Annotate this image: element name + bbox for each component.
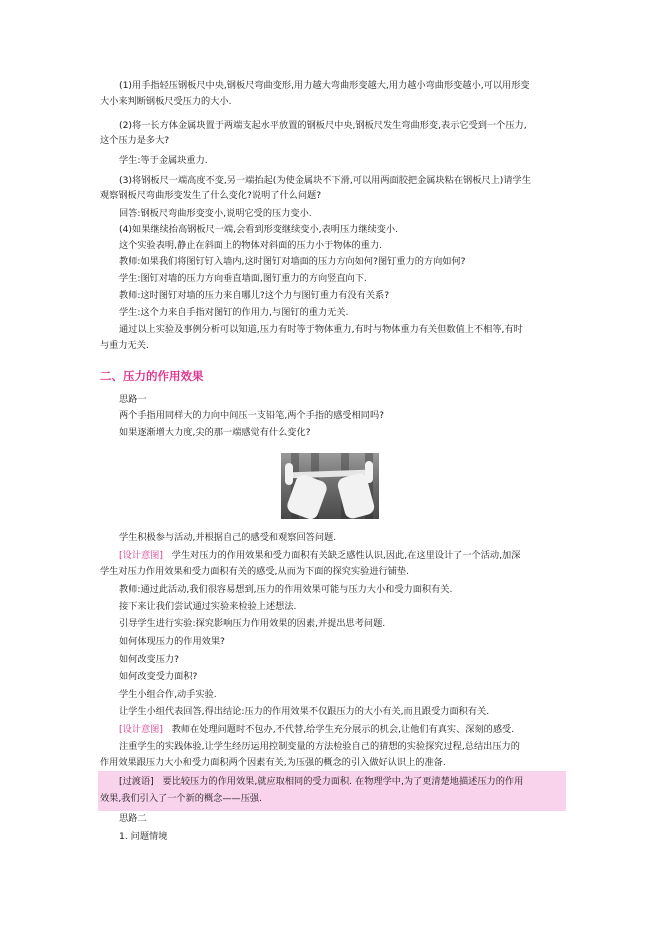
design-note-1-line-1 [119,550,565,562]
answer-line: 回答:钢板尺弯曲形变变小,说明它受的压力变小. [119,208,312,219]
paragraph-4-line-1: (3)将钢板尺一端高度不变,另一端抬起(为使金属块不下滑,可以用两面胶把金属块粘在钢板尺上)请学生 [119,175,531,186]
question-1: 两个手指用同样大的力向中间压一支铅笔,两个手指的感受相同吗? [119,410,385,421]
guide-line: 引导学生进行实验:探究影响压力作用效果的因素,并提出思考问题. [119,618,386,629]
transition-text: 要比较压力的作用效果,就应取相同的受力面积. 在物理学中,为了更清楚地描述压力的作用 [162,776,524,787]
transition-tag: [过渡语] [119,776,154,787]
question-area: 如何改变受力面积? [119,671,198,682]
pencil-experiment-photo [281,453,379,519]
paragraph-11: 学生:这个力来自手指对图钉的作用力,与图钉的重力无关. [119,307,349,318]
paragraph-8: 教师:如果我们将图钉钉入墙内,这时图钉对墙面的压力方向如何?图钉重力的方向如何? [119,256,466,267]
paragraph-1-line-2: 大小来判断钢板尺受压力的大小. [100,96,232,107]
conclusion-line: 让学生小组代表回答,得出结论:压力的作用效果不仅跟压力的大小有关,而且跟受力面积有关. [119,706,490,717]
design-note-2 [119,724,565,736]
design-note-1-text: 学生对压力的作用效果和受力面积有关缺乏感性认识,因此,在这里设计了一个活动,加深 [171,550,521,561]
question-2: 如果逐渐增大力度,尖的那一端感觉有什么变化? [119,427,311,438]
paragraph-12-line-2: 与重力无关. [100,340,149,351]
student-activity-line: 学生积极参与活动,并根据自己的感受和观察回答问题. [119,532,337,543]
paragraph-4-line-2: 观察钢板尺弯曲形变发生了什么变化?说明了什么问题? [100,190,322,201]
paragraph-1-line-1: (1)用手指轻压钢板尺中央,钢板尺弯曲变形,用力越大弯曲形变越大,用力越小弯曲形变越小,可以用形变 [119,80,530,91]
note-line-2: 作用效果跟压力大小和受力面积两个因素有关,为压强的概念的引入做好认识上的准备. [100,757,446,768]
paragraph-2-line-2: 这个压力是多大? [100,135,170,146]
paragraph-10: 教师:这时图钉对墙的压力来自哪儿?这个力与图钉重力有没有关系? [119,290,390,301]
question-effect: 如何体现压力的作用效果? [119,636,225,647]
question-pressure: 如何改变压力? [119,654,180,665]
transition-line-2: 效果,我们引入了一个新的概念——压强. [100,793,263,804]
note-line-1: 注重学生的实践体验,让学生经历运用控制变量的方法检验自己的猜想的实验探究过程,总结出压力的 [119,741,520,752]
paragraph-2-line-1: (2)将一长方体金属块置于两端支起水平放置的钢板尺中央,钢板尺发生弯曲形变,表示它受到一个压力, [119,120,527,131]
paragraph-7: 这个实验表明,静止在斜面上的物体对斜面的压力小于物体的重力. [119,240,383,251]
design-note-1-line-2: 学生对压力作用效果和受力面积有关的感受,从而为下面的探究实验进行铺垫. [100,566,410,577]
transition-line-1 [119,776,565,788]
paragraph-6: (4)如果继续抬高钢板尺一端,会看到形变继续变小,表明压力继续变小. [119,224,399,235]
student-answer-1: 学生:等于金属块重力. [119,155,208,166]
section-heading: 二、压力的作用效果 [100,369,204,383]
paragraph-9: 学生:图钉对墙的压力方向垂直墙面,图钉重力的方向竖直向下. [119,273,367,284]
design-intent-tag: [设计意图] [119,550,163,561]
design-note-2-text: 教师在处理问题时不包办,不代替,给学生充分展示的机会,让他们有真实、深刻的感受. [171,724,515,735]
thinking-two-label: 思路二 [119,813,147,824]
paragraph-12-line-1: 通过以上实验及事例分析可以知道,压力有时等于物体重力,有时与物体重力有关但数值上不相等,有时 [119,324,523,335]
problem-scenario-heading: 1. 问题情境 [119,831,168,842]
group-work-line: 学生小组合作,动手实验. [119,689,217,700]
thinking-one-label: 思路一 [119,394,147,405]
teacher-line: 教师:通过此活动,我们很容易想到,压力的作用效果可能与压力大小和受力面积有关. [119,584,453,595]
next-line: 接下来让我们尝试通过实验来检验上述想法. [119,601,297,612]
design-intent-tag-2: [设计意图] [119,724,163,735]
